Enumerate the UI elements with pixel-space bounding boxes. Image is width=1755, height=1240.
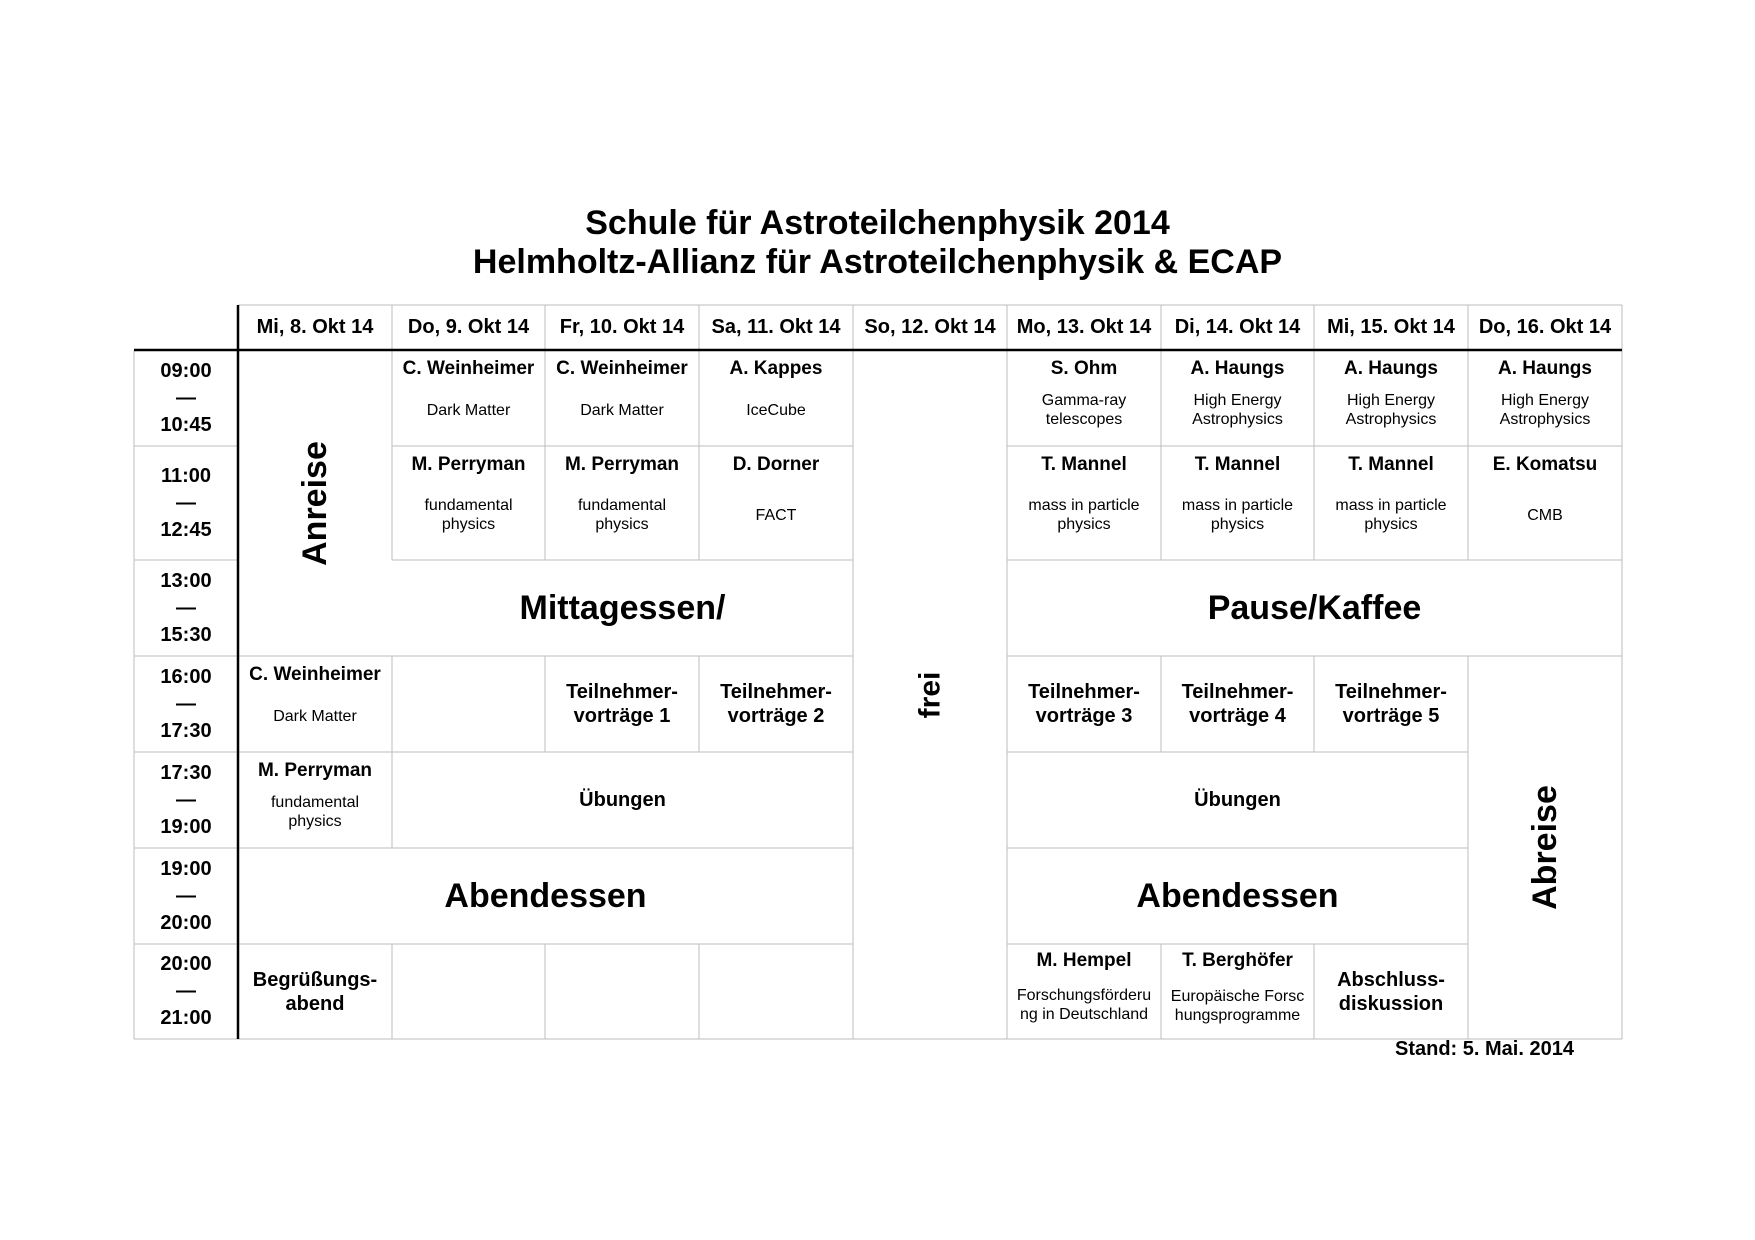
time-slot-7 xyxy=(134,944,238,1039)
lecturer-name: M. Perryman xyxy=(564,454,680,475)
teilnehmer-talks-3: Teilnehmer- vorträge 3 xyxy=(1028,681,1140,727)
mittagessen-block: Mittagessen/ xyxy=(519,588,726,627)
teilnehmer-talks-5: Teilnehmer- vorträge 5 xyxy=(1335,681,1447,727)
lecture-cell xyxy=(699,350,853,446)
time-start: 19:00 xyxy=(160,857,212,880)
stand-date: Stand: 5. Mai. 2014 xyxy=(1395,1038,1574,1060)
time-end: 10:45 xyxy=(160,413,212,436)
lecture-topic: Europäische Forschungsprogramme xyxy=(1170,987,1305,1024)
lecture-topic: mass in particle physics xyxy=(1335,497,1447,533)
lecture-cell xyxy=(1007,350,1161,446)
lecture-cell xyxy=(1161,944,1314,1039)
lecture-topic: fundamental physics xyxy=(424,497,513,533)
time-slot-2 xyxy=(134,446,238,560)
lecturer-name: C. Weinheimer xyxy=(402,358,535,379)
lecturer-name: T. Mannel xyxy=(1348,454,1434,475)
lecture-topic: IceCube xyxy=(746,401,806,419)
lecture-cell xyxy=(238,656,392,752)
lecturer-name: M. Perryman xyxy=(257,760,373,781)
frei-label: frei xyxy=(913,671,946,718)
lecture-topic: High Energy Astrophysics xyxy=(1192,392,1283,428)
anreise-label: Anreise xyxy=(295,440,334,566)
lecture-topic: Dark Matter xyxy=(273,707,357,725)
lecturer-name: M. Hempel xyxy=(1036,950,1132,971)
time-end: 15:30 xyxy=(160,623,212,646)
anreise-block xyxy=(238,350,392,656)
lecture-cell xyxy=(1007,446,1161,560)
lecture-cell xyxy=(1314,446,1468,560)
lecturer-name: A. Haungs xyxy=(1498,358,1592,379)
lecture-topic: mass in particle physics xyxy=(1028,497,1140,533)
day-header: Do, 9. Okt 14 xyxy=(407,316,530,338)
day-header: Sa, 11. Okt 14 xyxy=(711,316,841,338)
lecturer-name: C. Weinheimer xyxy=(556,358,688,379)
lecture-cell xyxy=(545,350,699,446)
time-start: 09:00 xyxy=(160,359,212,382)
time-dash: — xyxy=(176,884,196,907)
page-subtitle: Helmholtz-Allianz für Astroteilchenphysik & ECAP xyxy=(472,243,1283,281)
lecture-cell xyxy=(238,752,392,848)
time-end: 12:45 xyxy=(160,518,212,541)
time-end: 19:00 xyxy=(160,815,212,838)
lecture-topic: fundamental physics xyxy=(270,794,360,830)
lecture-cell xyxy=(392,446,545,560)
time-start: 17:30 xyxy=(160,761,212,784)
lecturer-name: E. Komatsu xyxy=(1492,454,1598,475)
uebungen-block-left: Übungen xyxy=(579,789,666,811)
lecture-cell xyxy=(392,350,545,446)
day-header: Fr, 10. Okt 14 xyxy=(559,316,685,338)
lecture-topic: CMB xyxy=(1527,506,1563,524)
time-end: 17:30 xyxy=(160,719,212,742)
time-slot-5 xyxy=(134,752,238,848)
lecture-cell xyxy=(545,446,699,560)
day-header: Di, 14. Okt 14 xyxy=(1174,316,1301,338)
time-start: 16:00 xyxy=(160,665,212,688)
lecturer-name: A. Haungs xyxy=(1344,358,1438,379)
lecture-cell xyxy=(1468,350,1622,446)
lecturer-name: T. Mannel xyxy=(1194,454,1281,475)
teilnehmer-talks-1: Teilnehmer- vorträge 1 xyxy=(566,681,678,727)
abschlussdiskussion-cell: Abschluss- diskussion xyxy=(1337,968,1445,1015)
day-header: Mi, 8. Okt 14 xyxy=(256,316,374,338)
lecture-cell xyxy=(1468,446,1622,560)
lecturer-name: C. Weinheimer xyxy=(249,664,381,685)
abendessen-block-right: Abendessen xyxy=(1136,876,1339,915)
time-dash: — xyxy=(176,692,196,715)
time-start: 11:00 xyxy=(160,464,212,487)
page-title: Schule für Astroteilchenphysik 2014 xyxy=(585,204,1170,242)
time-slot-1 xyxy=(134,350,238,446)
day-header: Mi, 15. Okt 14 xyxy=(1327,316,1455,338)
begruessungsabend-cell: Begrüßungs- abend xyxy=(252,968,378,1015)
time-dash: — xyxy=(176,596,196,619)
time-dash: — xyxy=(176,491,196,514)
lecture-cell xyxy=(699,446,853,560)
day-header: Mo, 13. Okt 14 xyxy=(1016,316,1152,338)
pause-kaffee-block: Pause/Kaffee xyxy=(1207,588,1422,627)
lecture-cell xyxy=(1161,350,1314,446)
time-dash: — xyxy=(176,386,196,409)
lecture-cell xyxy=(1007,944,1161,1039)
lecture-topic: FACT xyxy=(755,506,797,524)
abreise-label: Abreise xyxy=(1525,785,1564,910)
time-start: 20:00 xyxy=(160,953,212,975)
lecture-cell xyxy=(1161,446,1314,560)
day-header: So, 12. Okt 14 xyxy=(864,316,996,338)
time-dash: — xyxy=(176,980,196,1002)
lecture-topic: Forschungsförderung in Deutschland xyxy=(1016,986,1152,1023)
lecturer-name: M. Perryman xyxy=(411,454,526,475)
lecture-topic: mass in particle physics xyxy=(1181,497,1294,533)
lecturer-name: T. Berghöfer xyxy=(1182,950,1293,971)
teilnehmer-talks-2: Teilnehmer- vorträge 2 xyxy=(720,681,832,727)
abreise-block xyxy=(1468,656,1622,1039)
time-end: 20:00 xyxy=(160,911,212,934)
lecturer-name: T. Mannel xyxy=(1041,454,1127,475)
time-dash: — xyxy=(176,788,196,811)
teilnehmer-talks-4: Teilnehmer- vorträge 4 xyxy=(1181,681,1294,727)
time-end: 21:00 xyxy=(160,1007,212,1029)
lecture-topic: High Energy Astrophysics xyxy=(1499,392,1591,428)
lecture-topic: High Energy Astrophysics xyxy=(1345,392,1437,428)
lecturer-name: S. Ohm xyxy=(1050,358,1118,379)
lecturer-name: A. Haungs xyxy=(1190,358,1285,379)
lecturer-name: D. Dorner xyxy=(732,454,820,475)
time-start: 13:00 xyxy=(160,569,212,592)
time-slot-6 xyxy=(134,848,238,944)
lecture-topic: fundamental physics xyxy=(577,497,667,533)
abendessen-block-left: Abendessen xyxy=(444,876,647,915)
uebungen-block-right: Übungen xyxy=(1194,789,1281,811)
time-slot-3 xyxy=(134,560,238,656)
frei-block xyxy=(853,350,1007,1039)
lecturer-name: A. Kappes xyxy=(729,358,823,379)
time-slot-4 xyxy=(134,656,238,752)
lecture-cell xyxy=(1314,350,1468,446)
lecture-topic: Gamma-ray telescopes xyxy=(1041,392,1127,428)
lecture-topic: Dark Matter xyxy=(580,401,664,419)
day-header: Do, 16. Okt 14 xyxy=(1478,316,1612,338)
lecture-topic: Dark Matter xyxy=(426,401,511,419)
